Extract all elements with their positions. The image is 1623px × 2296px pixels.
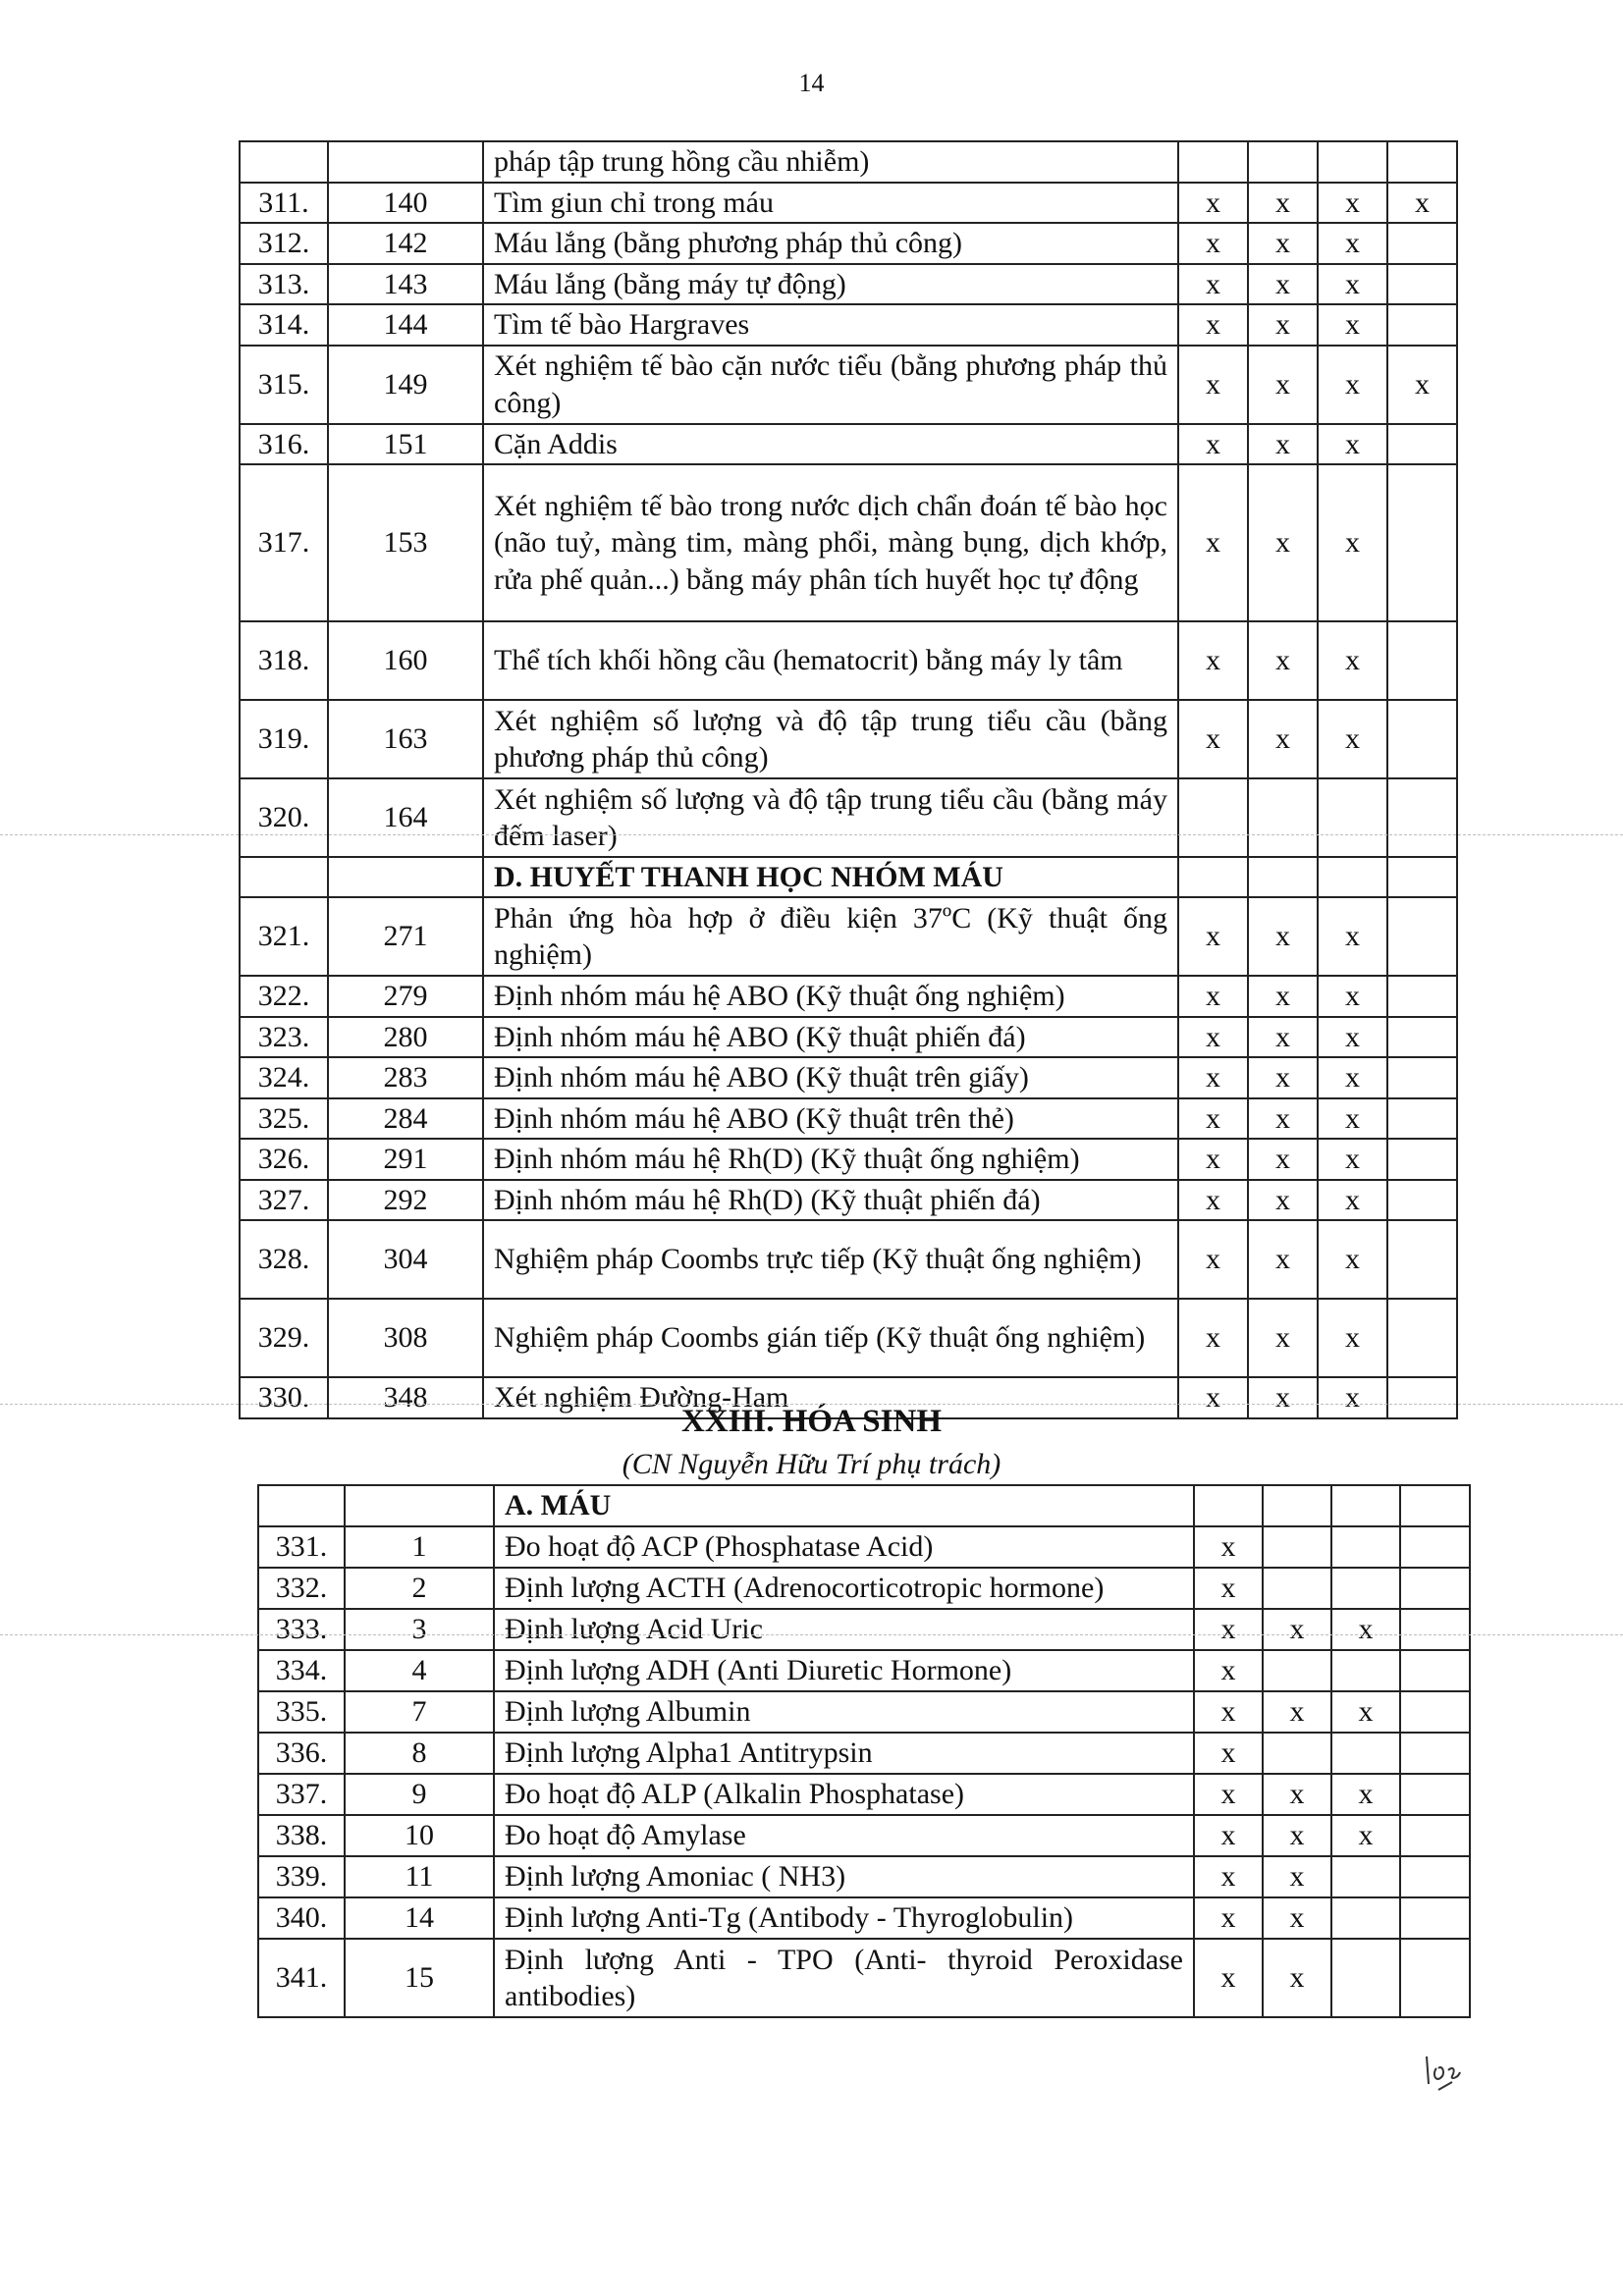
level-mark-cell: x bbox=[1318, 700, 1387, 778]
scan-artifact-line bbox=[0, 834, 1623, 835]
level-mark-cell bbox=[1263, 1485, 1331, 1526]
code-cell: 292 bbox=[328, 1180, 483, 1221]
code-cell: 9 bbox=[345, 1774, 494, 1815]
procedure-name-cell: Nghiệm pháp Coombs trực tiếp (Kỹ thuật ống nghiệm) bbox=[483, 1220, 1178, 1299]
scan-artifact-line bbox=[0, 1404, 1623, 1405]
stt-cell: 326. bbox=[240, 1139, 328, 1180]
stt-cell: 317. bbox=[240, 464, 328, 621]
code-cell: 7 bbox=[345, 1691, 494, 1733]
level-mark-cell: x bbox=[1263, 1691, 1331, 1733]
level-mark-cell: x bbox=[1263, 1939, 1331, 2017]
level-mark-cell bbox=[1387, 141, 1457, 183]
stt-cell: 316. bbox=[240, 424, 328, 465]
level-mark-cell: x bbox=[1248, 621, 1318, 700]
table-row bbox=[240, 264, 1457, 305]
level-mark-cell bbox=[1387, 223, 1457, 264]
table-row bbox=[240, 223, 1457, 264]
procedure-name-cell: Cặn Addis bbox=[483, 424, 1178, 465]
table-row bbox=[258, 1897, 1470, 1939]
stt-cell bbox=[258, 1485, 345, 1526]
level-mark-cell bbox=[1263, 1733, 1331, 1774]
level-mark-cell: x bbox=[1318, 1377, 1387, 1418]
procedure-name-cell: Xét nghiệm Đường-Ham bbox=[483, 1377, 1178, 1418]
stt-cell bbox=[240, 857, 328, 897]
level-mark-cell: x bbox=[1178, 1098, 1248, 1140]
table-row bbox=[258, 1856, 1470, 1897]
code-cell: 3 bbox=[345, 1609, 494, 1650]
level-mark-cell bbox=[1248, 141, 1318, 183]
level-mark-cell: x bbox=[1248, 304, 1318, 346]
procedure-name-cell: Định lượng Anti-Tg (Antibody - Thyroglobulin) bbox=[494, 1897, 1194, 1939]
level-mark-cell bbox=[1400, 1774, 1470, 1815]
level-mark-cell: x bbox=[1248, 183, 1318, 224]
code-cell: 279 bbox=[328, 976, 483, 1017]
stt-cell: 334. bbox=[258, 1650, 345, 1691]
level-mark-cell: x bbox=[1178, 1299, 1248, 1377]
stt-cell: 315. bbox=[240, 346, 328, 424]
level-mark-cell: x bbox=[1178, 346, 1248, 424]
procedure-name-cell: Xét nghiệm tế bào cặn nước tiểu (bằng phương pháp thủ công) bbox=[483, 346, 1178, 424]
code-cell: 304 bbox=[328, 1220, 483, 1299]
level-mark-cell: x bbox=[1318, 1017, 1387, 1058]
code-cell: 308 bbox=[328, 1299, 483, 1377]
procedure-name-cell: Xét nghiệm tế bào trong nước dịch chẩn đoán tế bào học (não tuỷ, màng tim, màng phổi, màng bụng, dịch khớp, rửa phế quản...) bằng máy phân tích huyết học tự động bbox=[483, 464, 1178, 621]
procedure-name-cell: Phản ứng hòa hợp ở điều kiện 37ºC (Kỹ thuật ống nghiệm) bbox=[483, 897, 1178, 976]
level-mark-cell: x bbox=[1318, 1299, 1387, 1377]
level-mark-cell bbox=[1400, 1939, 1470, 2017]
level-mark-cell bbox=[1387, 1057, 1457, 1098]
code-cell: 143 bbox=[328, 264, 483, 305]
level-mark-cell bbox=[1400, 1691, 1470, 1733]
procedure-name-cell: Máu lắng (bằng phương pháp thủ công) bbox=[483, 223, 1178, 264]
table-row bbox=[240, 1220, 1457, 1299]
initials-signature bbox=[1419, 2047, 1478, 2096]
procedure-name-cell: Định lượng Amoniac ( NH3) bbox=[494, 1856, 1194, 1897]
level-mark-cell: x bbox=[1194, 1568, 1263, 1609]
level-mark-cell: x bbox=[1263, 1897, 1331, 1939]
table-row bbox=[258, 1568, 1470, 1609]
table-row bbox=[240, 700, 1457, 778]
level-mark-cell bbox=[1387, 778, 1457, 857]
section-header-row bbox=[240, 857, 1457, 897]
level-mark-cell: x bbox=[1194, 1733, 1263, 1774]
level-mark-cell: x bbox=[1248, 1180, 1318, 1221]
level-mark-cell: x bbox=[1263, 1815, 1331, 1856]
stt-cell: 330. bbox=[240, 1377, 328, 1418]
level-mark-cell: x bbox=[1194, 1650, 1263, 1691]
code-cell: 284 bbox=[328, 1098, 483, 1140]
level-mark-cell bbox=[1248, 778, 1318, 857]
level-mark-cell: x bbox=[1178, 1377, 1248, 1418]
stt-cell: 335. bbox=[258, 1691, 345, 1733]
stt-cell: 311. bbox=[240, 183, 328, 224]
table-row bbox=[258, 1650, 1470, 1691]
level-mark-cell bbox=[1387, 897, 1457, 976]
table-row bbox=[240, 976, 1457, 1017]
table-row bbox=[258, 1774, 1470, 1815]
procedure-name-cell: Định nhóm máu hệ Rh(D) (Kỹ thuật ống nghiệm) bbox=[483, 1139, 1178, 1180]
level-mark-cell bbox=[1387, 857, 1457, 897]
procedure-name-cell: Định lượng Acid Uric bbox=[494, 1609, 1194, 1650]
level-mark-cell bbox=[1387, 1139, 1457, 1180]
code-cell: 280 bbox=[328, 1017, 483, 1058]
code-cell: 348 bbox=[328, 1377, 483, 1418]
stt-cell: 329. bbox=[240, 1299, 328, 1377]
level-mark-cell bbox=[1331, 1856, 1400, 1897]
level-mark-cell: x bbox=[1178, 1220, 1248, 1299]
procedure-name-cell: Định nhóm máu hệ ABO (Kỹ thuật trên thẻ) bbox=[483, 1098, 1178, 1140]
level-mark-cell: x bbox=[1318, 1139, 1387, 1180]
level-mark-cell: x bbox=[1178, 304, 1248, 346]
procedure-name-cell: Định nhóm máu hệ Rh(D) (Kỹ thuật phiến đá) bbox=[483, 1180, 1178, 1221]
level-mark-cell bbox=[1318, 778, 1387, 857]
level-mark-cell bbox=[1194, 1485, 1263, 1526]
code-cell: 1 bbox=[345, 1526, 494, 1568]
code-cell: 8 bbox=[345, 1733, 494, 1774]
table-row bbox=[240, 1098, 1457, 1140]
level-mark-cell: x bbox=[1331, 1774, 1400, 1815]
level-mark-cell bbox=[1400, 1485, 1470, 1526]
level-mark-cell bbox=[1400, 1897, 1470, 1939]
stt-cell: 339. bbox=[258, 1856, 345, 1897]
level-mark-cell: x bbox=[1248, 1139, 1318, 1180]
table-row bbox=[240, 1299, 1457, 1377]
level-mark-cell: x bbox=[1248, 464, 1318, 621]
procedure-name-cell: Định lượng ADH (Anti Diuretic Hormone) bbox=[494, 1650, 1194, 1691]
code-cell: 163 bbox=[328, 700, 483, 778]
level-mark-cell bbox=[1263, 1526, 1331, 1568]
section-heading: A. MÁU bbox=[494, 1485, 1194, 1526]
level-mark-cell: x bbox=[1318, 183, 1387, 224]
stt-cell: 314. bbox=[240, 304, 328, 346]
level-mark-cell: x bbox=[1318, 464, 1387, 621]
scan-artifact-line bbox=[0, 1634, 1623, 1635]
stt-cell: 322. bbox=[240, 976, 328, 1017]
table-row bbox=[240, 346, 1457, 424]
table-row bbox=[240, 1139, 1457, 1180]
code-cell: 144 bbox=[328, 304, 483, 346]
level-mark-cell: x bbox=[1318, 1220, 1387, 1299]
stt-cell: 332. bbox=[258, 1568, 345, 1609]
level-mark-cell bbox=[1331, 1939, 1400, 2017]
section-subtitle: (CN Nguyễn Hữu Trí phụ trách) bbox=[622, 1448, 1001, 1480]
procedure-name-cell: Tìm giun chỉ trong máu bbox=[483, 183, 1178, 224]
level-mark-cell bbox=[1387, 304, 1457, 346]
procedure-name-cell: Định lượng Alpha1 Antitrypsin bbox=[494, 1733, 1194, 1774]
stt-cell: 313. bbox=[240, 264, 328, 305]
level-mark-cell: x bbox=[1318, 264, 1387, 305]
level-mark-cell bbox=[1387, 264, 1457, 305]
procedure-name-cell: Xét nghiệm số lượng và độ tập trung tiểu cầu (bằng máy đếm laser) bbox=[483, 778, 1178, 857]
level-mark-cell: x bbox=[1318, 621, 1387, 700]
level-mark-cell bbox=[1387, 424, 1457, 465]
level-mark-cell: x bbox=[1318, 1180, 1387, 1221]
level-mark-cell: x bbox=[1318, 304, 1387, 346]
procedure-name-cell: pháp tập trung hồng cầu nhiễm) bbox=[483, 141, 1178, 183]
procedures-table-biochemistry bbox=[257, 1484, 1471, 2018]
table-row bbox=[240, 778, 1457, 857]
level-mark-cell: x bbox=[1194, 1939, 1263, 2017]
level-mark-cell: x bbox=[1194, 1609, 1263, 1650]
level-mark-cell: x bbox=[1318, 976, 1387, 1017]
level-mark-cell: x bbox=[1318, 346, 1387, 424]
level-mark-cell bbox=[1387, 1098, 1457, 1140]
table-row bbox=[240, 897, 1457, 976]
stt-cell: 333. bbox=[258, 1609, 345, 1650]
level-mark-cell: x bbox=[1194, 1856, 1263, 1897]
level-mark-cell: x bbox=[1248, 1299, 1318, 1377]
level-mark-cell bbox=[1387, 1299, 1457, 1377]
level-mark-cell bbox=[1263, 1568, 1331, 1609]
table-row bbox=[240, 424, 1457, 465]
code-cell: 283 bbox=[328, 1057, 483, 1098]
stt-cell bbox=[240, 141, 328, 183]
level-mark-cell bbox=[1178, 778, 1248, 857]
stt-cell: 321. bbox=[240, 897, 328, 976]
level-mark-cell bbox=[1387, 621, 1457, 700]
level-mark-cell bbox=[1331, 1733, 1400, 1774]
code-cell: 153 bbox=[328, 464, 483, 621]
table-row bbox=[258, 1609, 1470, 1650]
level-mark-cell: x bbox=[1178, 264, 1248, 305]
level-mark-cell bbox=[1400, 1856, 1470, 1897]
level-mark-cell bbox=[1400, 1815, 1470, 1856]
level-mark-cell: x bbox=[1331, 1691, 1400, 1733]
stt-cell: 323. bbox=[240, 1017, 328, 1058]
level-mark-cell: x bbox=[1318, 1098, 1387, 1140]
table-row bbox=[258, 1733, 1470, 1774]
level-mark-cell: x bbox=[1318, 424, 1387, 465]
procedure-name-cell: Tìm tế bào Hargraves bbox=[483, 304, 1178, 346]
procedure-name-cell: Máu lắng (bằng máy tự động) bbox=[483, 264, 1178, 305]
table-row bbox=[240, 464, 1457, 621]
stt-cell: 327. bbox=[240, 1180, 328, 1221]
level-mark-cell: x bbox=[1248, 1220, 1318, 1299]
stt-cell: 336. bbox=[258, 1733, 345, 1774]
level-mark-cell bbox=[1400, 1650, 1470, 1691]
stt-cell: 318. bbox=[240, 621, 328, 700]
level-mark-cell bbox=[1387, 1220, 1457, 1299]
level-mark-cell: x bbox=[1248, 264, 1318, 305]
level-mark-cell bbox=[1387, 700, 1457, 778]
level-mark-cell: x bbox=[1178, 700, 1248, 778]
stt-cell: 331. bbox=[258, 1526, 345, 1568]
code-cell: 15 bbox=[345, 1939, 494, 2017]
procedure-name-cell: Định nhóm máu hệ ABO (Kỹ thuật ống nghiệm) bbox=[483, 976, 1178, 1017]
table-row bbox=[240, 183, 1457, 224]
level-mark-cell: x bbox=[1331, 1815, 1400, 1856]
section-header-row bbox=[258, 1485, 1470, 1526]
level-mark-cell bbox=[1331, 1650, 1400, 1691]
level-mark-cell: x bbox=[1387, 346, 1457, 424]
level-mark-cell: x bbox=[1248, 346, 1318, 424]
stt-cell: 312. bbox=[240, 223, 328, 264]
procedure-name-cell: Định lượng Anti - TPO (Anti- thyroid Peroxidase antibodies) bbox=[494, 1939, 1194, 2017]
procedure-name-cell: Định nhóm máu hệ ABO (Kỹ thuật phiến đá) bbox=[483, 1017, 1178, 1058]
level-mark-cell: x bbox=[1178, 621, 1248, 700]
level-mark-cell: x bbox=[1248, 897, 1318, 976]
stt-cell: 337. bbox=[258, 1774, 345, 1815]
level-mark-cell: x bbox=[1178, 223, 1248, 264]
code-cell: 14 bbox=[345, 1897, 494, 1939]
table-row bbox=[240, 304, 1457, 346]
level-mark-cell bbox=[1263, 1650, 1331, 1691]
level-mark-cell: x bbox=[1248, 1377, 1318, 1418]
code-cell: 164 bbox=[328, 778, 483, 857]
level-mark-cell: x bbox=[1248, 976, 1318, 1017]
level-mark-cell: x bbox=[1318, 897, 1387, 976]
level-mark-cell: x bbox=[1194, 1774, 1263, 1815]
level-mark-cell: x bbox=[1178, 1139, 1248, 1180]
table-row bbox=[258, 1526, 1470, 1568]
code-cell: 271 bbox=[328, 897, 483, 976]
stt-cell: 341. bbox=[258, 1939, 345, 2017]
section-heading: D. HUYẾT THANH HỌC NHÓM MÁU bbox=[483, 857, 1178, 897]
level-mark-cell: x bbox=[1194, 1691, 1263, 1733]
level-mark-cell: x bbox=[1178, 1017, 1248, 1058]
page-number: 14 bbox=[798, 69, 825, 97]
procedure-name-cell: Định lượng ACTH (Adrenocorticotropic hormone) bbox=[494, 1568, 1194, 1609]
level-mark-cell: x bbox=[1194, 1526, 1263, 1568]
level-mark-cell: x bbox=[1178, 897, 1248, 976]
stt-cell: 338. bbox=[258, 1815, 345, 1856]
level-mark-cell bbox=[1400, 1568, 1470, 1609]
level-mark-cell: x bbox=[1178, 1057, 1248, 1098]
table-row bbox=[258, 1939, 1470, 2017]
level-mark-cell bbox=[1318, 857, 1387, 897]
level-mark-cell bbox=[1318, 141, 1387, 183]
level-mark-cell bbox=[1400, 1526, 1470, 1568]
code-cell: 291 bbox=[328, 1139, 483, 1180]
code-cell: 140 bbox=[328, 183, 483, 224]
level-mark-cell bbox=[1331, 1568, 1400, 1609]
level-mark-cell bbox=[1331, 1897, 1400, 1939]
level-mark-cell: x bbox=[1248, 424, 1318, 465]
level-mark-cell: x bbox=[1263, 1609, 1331, 1650]
level-mark-cell bbox=[1387, 976, 1457, 1017]
level-mark-cell: x bbox=[1178, 976, 1248, 1017]
table-row bbox=[240, 141, 1457, 183]
stt-cell: 325. bbox=[240, 1098, 328, 1140]
code-cell: 142 bbox=[328, 223, 483, 264]
section-title: XXIII. HÓA SINH bbox=[681, 1404, 942, 1439]
procedure-name-cell: Định lượng Albumin bbox=[494, 1691, 1194, 1733]
level-mark-cell: x bbox=[1263, 1856, 1331, 1897]
code-cell: 2 bbox=[345, 1568, 494, 1609]
code-cell: 149 bbox=[328, 346, 483, 424]
level-mark-cell: x bbox=[1248, 1057, 1318, 1098]
stt-cell: 319. bbox=[240, 700, 328, 778]
level-mark-cell: x bbox=[1318, 1057, 1387, 1098]
level-mark-cell bbox=[1178, 141, 1248, 183]
table-row bbox=[258, 1691, 1470, 1733]
level-mark-cell: x bbox=[1263, 1774, 1331, 1815]
procedure-name-cell: Định nhóm máu hệ ABO (Kỹ thuật trên giấy) bbox=[483, 1057, 1178, 1098]
procedure-name-cell: Xét nghiệm số lượng và độ tập trung tiểu cầu (bằng phương pháp thủ công) bbox=[483, 700, 1178, 778]
level-mark-cell bbox=[1248, 857, 1318, 897]
stt-cell: 340. bbox=[258, 1897, 345, 1939]
level-mark-cell bbox=[1387, 1017, 1457, 1058]
stt-cell: 328. bbox=[240, 1220, 328, 1299]
procedure-name-cell: Đo hoạt độ ACP (Phosphatase Acid) bbox=[494, 1526, 1194, 1568]
table-row bbox=[240, 1057, 1457, 1098]
level-mark-cell bbox=[1331, 1485, 1400, 1526]
stt-cell: 324. bbox=[240, 1057, 328, 1098]
level-mark-cell: x bbox=[1178, 1180, 1248, 1221]
level-mark-cell bbox=[1387, 464, 1457, 621]
code-cell: 11 bbox=[345, 1856, 494, 1897]
code-cell bbox=[328, 857, 483, 897]
table-row bbox=[240, 621, 1457, 700]
procedures-table-hematology bbox=[239, 140, 1458, 1419]
level-mark-cell: x bbox=[1248, 1098, 1318, 1140]
procedure-name-cell: Nghiệm pháp Coombs gián tiếp (Kỹ thuật ống nghiệm) bbox=[483, 1299, 1178, 1377]
procedure-name-cell: Thể tích khối hồng cầu (hematocrit) bằng máy ly tâm bbox=[483, 621, 1178, 700]
level-mark-cell bbox=[1400, 1733, 1470, 1774]
level-mark-cell: x bbox=[1318, 223, 1387, 264]
code-cell: 10 bbox=[345, 1815, 494, 1856]
level-mark-cell bbox=[1400, 1609, 1470, 1650]
stt-cell: 320. bbox=[240, 778, 328, 857]
level-mark-cell: x bbox=[1387, 183, 1457, 224]
table-row bbox=[240, 1180, 1457, 1221]
code-cell: 151 bbox=[328, 424, 483, 465]
table-row bbox=[258, 1815, 1470, 1856]
level-mark-cell: x bbox=[1194, 1897, 1263, 1939]
level-mark-cell bbox=[1387, 1180, 1457, 1221]
code-cell bbox=[345, 1485, 494, 1526]
table-row bbox=[240, 1017, 1457, 1058]
level-mark-cell: x bbox=[1178, 424, 1248, 465]
level-mark-cell bbox=[1178, 857, 1248, 897]
level-mark-cell: x bbox=[1248, 700, 1318, 778]
code-cell: 4 bbox=[345, 1650, 494, 1691]
procedure-name-cell: Đo hoạt độ Amylase bbox=[494, 1815, 1194, 1856]
level-mark-cell: x bbox=[1178, 464, 1248, 621]
level-mark-cell: x bbox=[1248, 223, 1318, 264]
code-cell: 160 bbox=[328, 621, 483, 700]
level-mark-cell: x bbox=[1194, 1815, 1263, 1856]
code-cell bbox=[328, 141, 483, 183]
level-mark-cell: x bbox=[1178, 183, 1248, 224]
level-mark-cell bbox=[1331, 1526, 1400, 1568]
level-mark-cell: x bbox=[1331, 1609, 1400, 1650]
procedure-name-cell: Đo hoạt độ ALP (Alkalin Phosphatase) bbox=[494, 1774, 1194, 1815]
level-mark-cell: x bbox=[1248, 1017, 1318, 1058]
